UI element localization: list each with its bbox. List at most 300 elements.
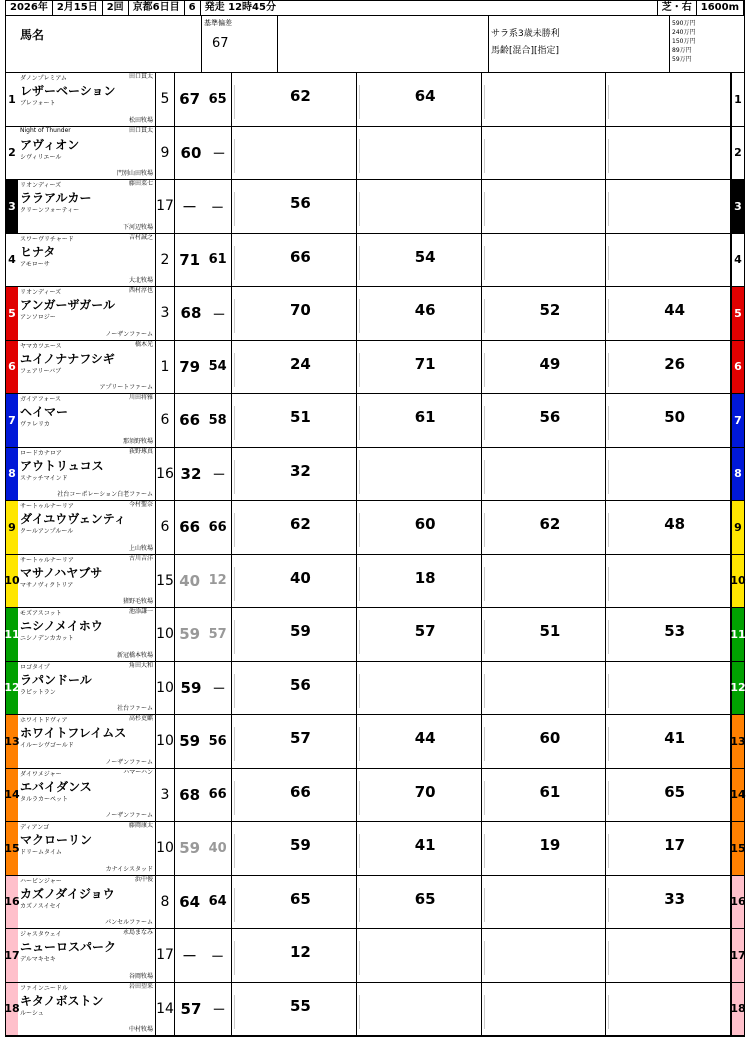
sire: サートゥルナーリア (20, 556, 74, 564)
horse-name[interactable]: ニューロスパーク (20, 940, 117, 954)
horse-row[interactable] (6, 983, 744, 1037)
horse-info (18, 394, 156, 447)
p4-score: 33 (664, 889, 686, 908)
last-score: 40 (290, 568, 311, 587)
horse-name[interactable]: マサノハヤブサ (20, 565, 103, 580)
horse-info (18, 715, 156, 768)
second-score: 65 (208, 91, 227, 107)
rank: 17 (156, 929, 175, 982)
waku-right: 9 (731, 501, 744, 554)
horse-rows (5, 73, 745, 1037)
base-label: 基準偏差 (204, 19, 232, 27)
horse-name[interactable]: ニシノメイホウ (20, 619, 103, 633)
waku-left: 6 (6, 341, 18, 394)
year: 2026年 (6, 1, 53, 15)
dam: カズノスイセイ (20, 902, 62, 910)
prize-2: 240万円 (672, 29, 696, 36)
second-score: － (212, 1003, 226, 1019)
race-no: 6 (185, 1, 201, 15)
past-3 (482, 983, 607, 1036)
dam: ドリームタイム (20, 849, 62, 856)
horse-row[interactable] (6, 822, 744, 876)
horse-name[interactable]: ユイノナナフシギ (20, 351, 115, 366)
p4-score: 53 (664, 622, 686, 640)
rank: 1 (156, 341, 175, 394)
best-score: 59 (179, 625, 201, 644)
waku-left: 10 (6, 555, 18, 608)
horse-row[interactable] (6, 287, 744, 341)
jockey: 永島まなみ (122, 929, 153, 936)
waku-right: 1 (731, 73, 744, 126)
last-score: 24 (290, 354, 311, 373)
jockey: 田口貫太 (128, 73, 153, 80)
last-score: 70 (290, 301, 311, 319)
rank: 10 (156, 822, 175, 875)
sire: ダノンプレミアム (20, 75, 67, 82)
course: 芝・右 (658, 1, 697, 15)
horse-name[interactable]: アンガーザガール (20, 298, 116, 312)
sire: ロードカナロア (20, 449, 62, 457)
jockey: 荻野琢真 (128, 447, 153, 455)
race-class: サラ系3歳未勝利 (491, 29, 560, 39)
horse-name[interactable]: ヒナタ (20, 244, 56, 259)
past-2 (357, 983, 482, 1036)
past-3 (482, 394, 607, 447)
p4-score: 17 (664, 836, 686, 854)
sire: ガイアフォース (20, 396, 62, 403)
past-3 (482, 448, 607, 501)
past-last (232, 769, 357, 822)
last-score: 62 (290, 515, 311, 533)
past-3 (482, 715, 607, 768)
rank: 14 (156, 983, 175, 1036)
best-score: 64 (179, 892, 201, 911)
rank: 5 (156, 73, 175, 126)
rank: 16 (156, 448, 175, 501)
horse-name[interactable]: キタノボストン (20, 993, 104, 1008)
horse-info (18, 876, 156, 929)
p2-score: 54 (414, 247, 436, 266)
past-2 (357, 127, 482, 180)
p2-score: 71 (414, 354, 436, 373)
owner: ノーザンファーム (105, 812, 153, 819)
jockey: 池添謙一 (128, 608, 153, 615)
owner: アプリートファーム (99, 384, 153, 391)
waku-right: 6 (731, 341, 744, 394)
horse-row[interactable] (6, 608, 744, 662)
horse-name[interactable]: エバイダンス (20, 779, 92, 794)
p2-score: 61 (414, 408, 436, 426)
dam: ルーシュ (20, 1009, 44, 1017)
past-3 (482, 501, 607, 554)
horse-row[interactable] (6, 341, 744, 395)
second-score: 61 (208, 252, 227, 268)
p3-score: 49 (539, 354, 561, 373)
score-box (175, 394, 232, 447)
past-2 (357, 876, 482, 929)
past-last (232, 822, 357, 875)
jockey: 田口貫太 (128, 126, 153, 134)
past-2 (357, 287, 482, 340)
dam: アモローサ (20, 260, 50, 268)
last-score: 12 (290, 943, 311, 961)
dam: ヴァレリカ (20, 421, 50, 428)
score-box (175, 983, 232, 1036)
past-4 (606, 608, 731, 661)
last-score: 66 (290, 782, 311, 801)
past-3 (482, 662, 607, 715)
jockey: 今村聖奈 (128, 501, 153, 508)
past-last (232, 983, 357, 1036)
horse-row[interactable] (6, 769, 744, 823)
horse-info (18, 501, 156, 554)
horse-name[interactable]: アウトリュコス (20, 458, 104, 473)
second-score: － (212, 468, 226, 484)
jockey: 橋木光 (134, 340, 153, 348)
dam: ラピットラン (20, 688, 56, 696)
sire: ディアンゴ (20, 824, 50, 831)
past-2 (357, 73, 482, 126)
kai: 2回 (103, 1, 129, 15)
owner: 松田牧場 (128, 116, 153, 124)
past-2 (357, 715, 482, 768)
owner: 那須野牧場 (122, 437, 153, 445)
past-last (232, 180, 357, 233)
rank: 6 (156, 394, 175, 447)
past-4 (606, 287, 731, 340)
second-score: － (210, 200, 224, 216)
past-2 (357, 662, 482, 715)
horse-info (18, 180, 156, 233)
past-4 (606, 662, 731, 715)
past-2 (357, 769, 482, 822)
horse-name[interactable]: ヘイマー (20, 405, 69, 419)
rank: 6 (156, 501, 175, 554)
owner: 社台コーポレーション白老ファーム (57, 491, 153, 498)
best-score: 71 (179, 250, 201, 269)
best-score: 59 (179, 839, 201, 858)
race-card (5, 0, 745, 1037)
best-score: 66 (179, 518, 201, 537)
owner: 猪野毛牧場 (122, 598, 153, 605)
past-2 (357, 822, 482, 875)
dam: タルラカーペット (20, 795, 69, 803)
dam: クリーンフォーティー (20, 207, 80, 214)
past-4 (606, 234, 731, 287)
horse-row[interactable] (6, 180, 744, 234)
title-label: 馬名 (20, 28, 45, 42)
waku-left: 14 (6, 769, 18, 822)
owner: 上山牧場 (128, 544, 153, 552)
jockey: 吉村誠之 (128, 233, 153, 241)
past-last (232, 876, 357, 929)
last-score: 32 (290, 461, 311, 480)
best-score: 57 (180, 999, 202, 1018)
past-last (232, 341, 357, 394)
sire: ジャスタウェイ (20, 931, 62, 938)
waku-left: 9 (6, 501, 18, 554)
horse-info (18, 448, 156, 501)
prize-3: 150万円 (672, 38, 696, 45)
horse-info (18, 929, 156, 982)
sire: ファインニードル (20, 984, 68, 992)
horse-row[interactable] (6, 501, 744, 555)
past-4 (606, 180, 731, 233)
horse-info (18, 769, 156, 822)
horse-info (18, 127, 156, 180)
second-score: － (212, 682, 226, 698)
waku-right: 5 (731, 287, 744, 340)
past-last (232, 608, 357, 661)
horse-name[interactable]: ララアルカー (20, 191, 92, 205)
waku-left: 3 (6, 180, 18, 233)
p2-score: 65 (414, 889, 436, 908)
second-score: 66 (208, 787, 227, 803)
p3-score: 62 (539, 515, 561, 533)
p3-score: 61 (539, 782, 561, 801)
owner: 下河辺牧場 (122, 223, 153, 231)
last-score: 56 (290, 194, 311, 212)
horse-row[interactable] (6, 234, 744, 288)
p3-score: 19 (539, 836, 561, 854)
past-3 (482, 341, 607, 394)
owner: 社台ファーム (117, 705, 153, 712)
prizes (670, 16, 744, 72)
past-4 (606, 501, 731, 554)
sire: ロゴタイプ (20, 663, 50, 671)
past-3 (482, 929, 607, 982)
horse-name[interactable]: ホワイトフレイムス (20, 726, 127, 740)
owner: 谷岡牧場 (128, 972, 153, 980)
waku-left: 13 (6, 715, 18, 768)
prize-1: 590万円 (672, 20, 696, 27)
score-box (175, 448, 232, 501)
dam: デルマキセキ (20, 956, 56, 963)
owner: カナイシスタッド (105, 865, 153, 873)
horse-row[interactable] (6, 662, 744, 716)
horse-info (18, 234, 156, 287)
p3-score: 52 (539, 301, 561, 319)
second-score: － (212, 307, 226, 323)
spacer (278, 16, 489, 72)
owner: ノーザンファーム (105, 330, 153, 338)
rank: 15 (156, 555, 175, 608)
jockey: 岩田望来 (128, 982, 153, 990)
jockey: 古川吉洋 (128, 554, 153, 562)
horse-row[interactable] (6, 448, 744, 502)
past-last (232, 501, 357, 554)
rank: 10 (156, 662, 175, 715)
past-3 (482, 127, 607, 180)
p3-score: 56 (539, 408, 561, 426)
past-last (232, 715, 357, 768)
waku-right: 17 (731, 929, 744, 982)
past-4 (606, 73, 731, 126)
name-label (6, 16, 202, 72)
p4-score: 26 (664, 354, 686, 373)
rank: 9 (156, 127, 175, 180)
jockey: ハマーハン (123, 768, 153, 776)
sire: モズアスコット (20, 610, 62, 617)
second-score: 57 (208, 626, 227, 642)
waku-left: 7 (6, 394, 18, 447)
horse-name[interactable]: レザーベーション (20, 84, 116, 98)
p4-score: 41 (664, 729, 686, 747)
sire: ホワイトドヴィア (20, 717, 68, 724)
best-score: 59 (180, 678, 202, 697)
past-3 (482, 608, 607, 661)
owner: パンセルファーム (105, 919, 153, 926)
past-last (232, 234, 357, 287)
sire: リオンディーズ (20, 182, 62, 189)
horse-info (18, 983, 156, 1036)
horse-row[interactable] (6, 127, 744, 181)
p2-score: 64 (414, 87, 436, 105)
past-2 (357, 501, 482, 554)
score-box (175, 234, 232, 287)
best-score: 68 (180, 304, 202, 323)
p4-score: 44 (664, 301, 686, 319)
past-2 (357, 608, 482, 661)
rank: 17 (156, 180, 175, 233)
past-4 (606, 983, 731, 1036)
score-box (175, 501, 232, 554)
rank: 8 (156, 876, 175, 929)
score-box (175, 127, 232, 180)
horse-name[interactable]: ラパンドール (20, 672, 92, 687)
owner: 中村牧場 (128, 1026, 153, 1033)
race-header (5, 0, 745, 16)
waku-right: 8 (731, 448, 744, 501)
race-class-box (489, 16, 670, 72)
last-score: 51 (290, 408, 311, 426)
score-box (175, 876, 232, 929)
base-value: 67 (212, 36, 229, 51)
owner: ノーザンファーム (105, 758, 153, 766)
last-score: 62 (290, 87, 311, 105)
sire: サートゥルナーリア (20, 503, 74, 510)
dam: マサノヴィクトリア (20, 581, 74, 589)
horse-info (18, 555, 156, 608)
p4-score: 48 (664, 515, 686, 533)
horse-name[interactable]: アヴィオン (20, 137, 80, 152)
owner: 新冠橋本牧場 (116, 651, 153, 659)
best-score: 59 (179, 732, 201, 751)
past-last (232, 73, 357, 126)
past-4 (606, 822, 731, 875)
waku-right: 7 (731, 394, 744, 447)
start-time: 発走 12時45分 (201, 1, 658, 15)
past-3 (482, 822, 607, 875)
best-score: － (181, 946, 197, 965)
past-3 (482, 769, 607, 822)
sire: ハービンジャー (20, 877, 62, 885)
horse-info (18, 73, 156, 126)
past-3 (482, 287, 607, 340)
horse-info (18, 287, 156, 340)
horse-row[interactable] (6, 876, 744, 930)
past-4 (606, 555, 731, 608)
sub-header (5, 16, 745, 73)
waku-right: 2 (731, 127, 744, 180)
p2-score: 70 (414, 782, 436, 801)
p2-score: 46 (414, 301, 436, 319)
waku-right: 15 (731, 822, 744, 875)
score-box (175, 662, 232, 715)
score-box (175, 180, 232, 233)
past-last (232, 929, 357, 982)
past-3 (482, 876, 607, 929)
last-score: 57 (290, 729, 311, 747)
horse-name[interactable]: カズノダイジョウ (20, 886, 115, 901)
owner: 大北牧場 (128, 277, 153, 284)
last-score: 59 (290, 622, 311, 640)
best-score: 32 (180, 464, 202, 483)
p2-score: 44 (414, 729, 436, 747)
jockey: 角田大和 (128, 661, 153, 669)
score-box (175, 608, 232, 661)
horse-name[interactable]: マクローリン (20, 833, 93, 847)
dam: ブレフォート (20, 100, 56, 107)
waku-left: 11 (6, 608, 18, 661)
horse-row[interactable] (6, 715, 744, 769)
horse-row[interactable] (6, 555, 744, 609)
second-score: 12 (208, 573, 227, 589)
base-box (202, 16, 278, 72)
horse-name[interactable]: ダイユウヴェンティ (20, 512, 126, 526)
p3-score: 60 (539, 729, 561, 747)
past-last (232, 448, 357, 501)
best-score: 79 (179, 357, 201, 376)
best-score: 68 (179, 785, 201, 804)
sire: ダイワメジャー (20, 770, 62, 778)
best-score: 66 (179, 411, 201, 430)
last-score: 59 (290, 836, 311, 854)
best-score: 60 (180, 143, 202, 162)
waku-right: 12 (731, 662, 744, 715)
past-4 (606, 448, 731, 501)
jockey: 藤岡康太 (128, 822, 153, 829)
second-score: 56 (208, 733, 227, 749)
horse-row[interactable] (6, 929, 744, 983)
p4-score: 50 (664, 408, 686, 426)
horse-row[interactable] (6, 394, 744, 448)
past-4 (606, 929, 731, 982)
waku-right: 13 (731, 715, 744, 768)
waku-left: 8 (6, 448, 18, 501)
past-2 (357, 929, 482, 982)
best-score: － (181, 197, 197, 216)
past-last (232, 127, 357, 180)
past-2 (357, 394, 482, 447)
score-box (175, 287, 232, 340)
waku-right: 11 (731, 608, 744, 661)
horse-info (18, 341, 156, 394)
prize-4: 89万円 (672, 47, 692, 54)
p4-score: 65 (664, 782, 686, 801)
second-score: 66 (208, 519, 227, 535)
dam: クールアンプルール (20, 528, 74, 535)
past-3 (482, 555, 607, 608)
second-score: 54 (208, 359, 227, 375)
jockey: 藤田菜七 (128, 180, 153, 187)
rank: 2 (156, 234, 175, 287)
horse-row[interactable] (6, 73, 744, 127)
second-score: 40 (208, 840, 227, 856)
dam: シヴィリエール (20, 153, 62, 161)
past-3 (482, 234, 607, 287)
sire: ヤマカツエース (20, 342, 62, 350)
